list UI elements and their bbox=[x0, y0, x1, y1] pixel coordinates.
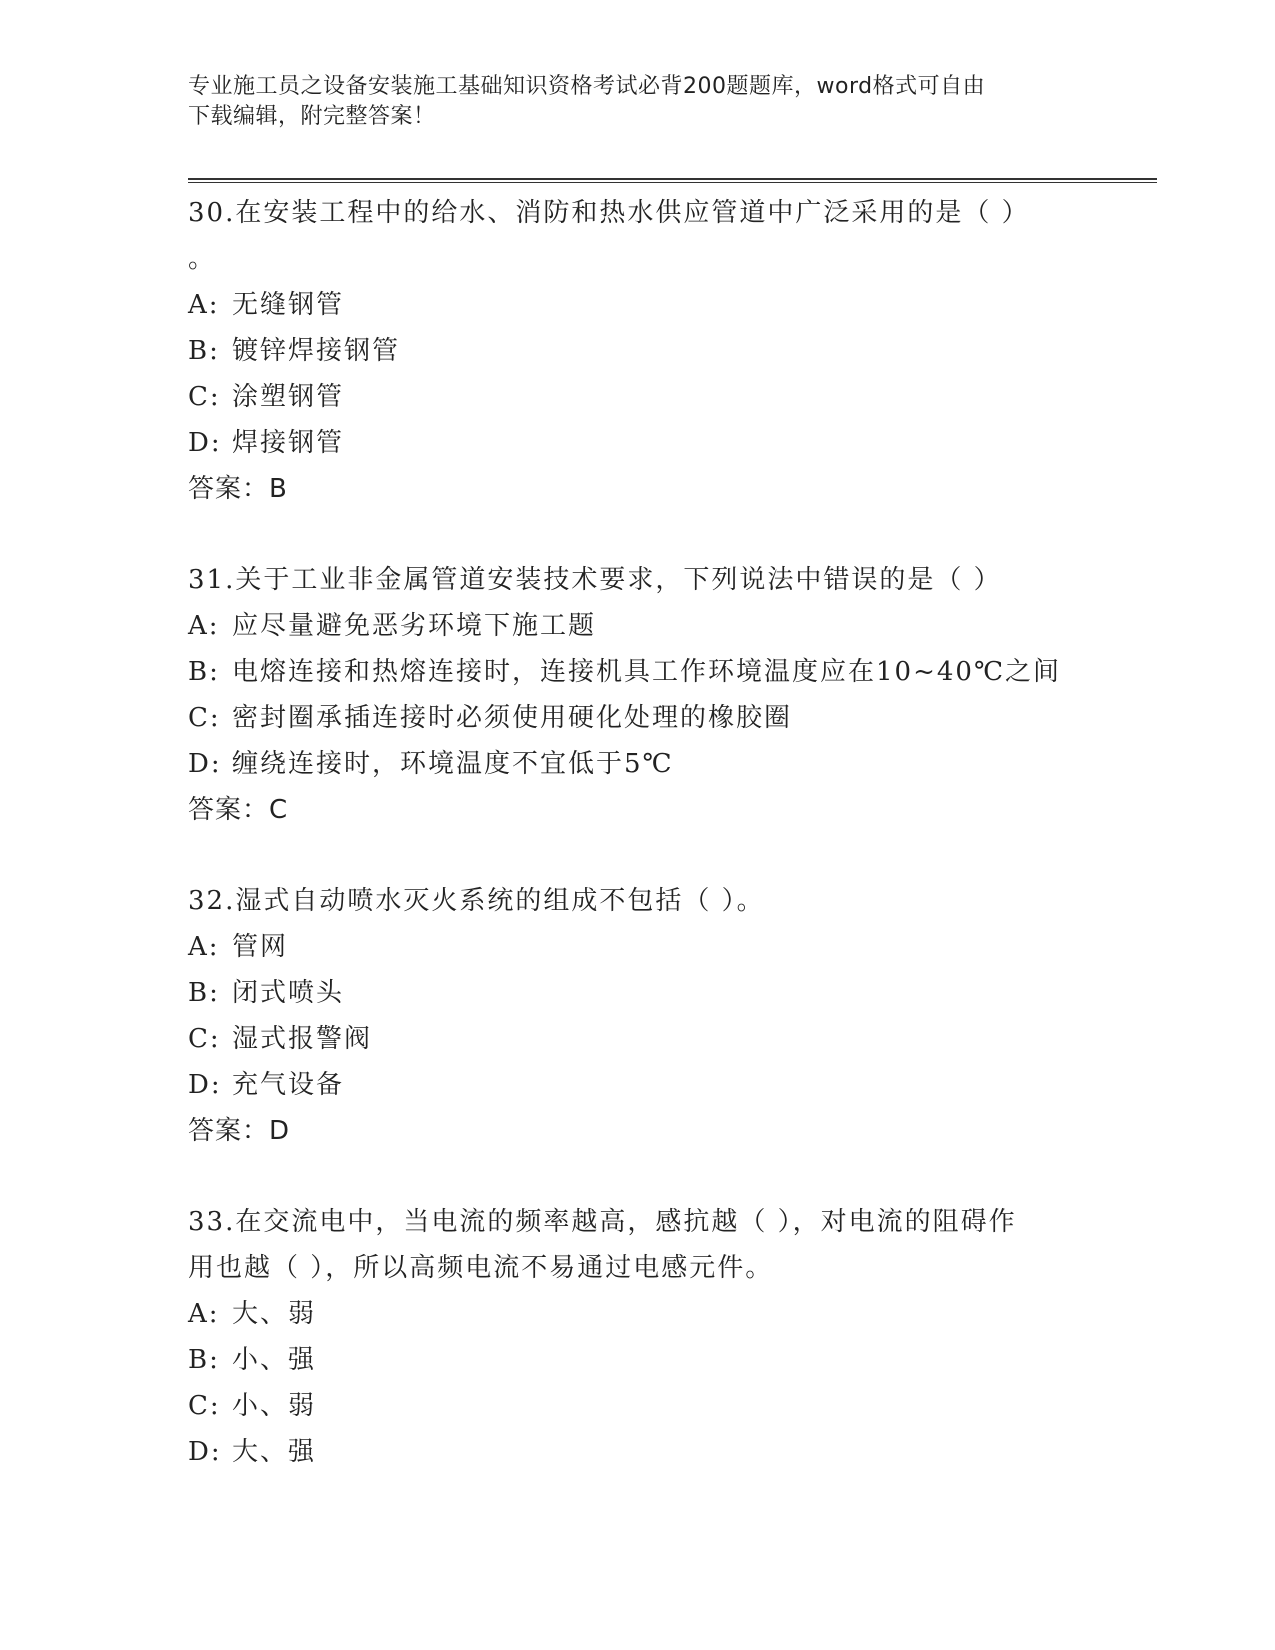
option-a bbox=[188, 603, 1088, 649]
option-letter: A: bbox=[188, 1299, 220, 1329]
answer-label: 答案：D bbox=[188, 1116, 291, 1146]
option-text: 管网 bbox=[232, 932, 289, 962]
option-letter: B: bbox=[188, 978, 220, 1008]
option-c bbox=[188, 1016, 1088, 1062]
option-letter: D: bbox=[188, 1070, 222, 1100]
option-text: 应尽量避免恶劣环境下施工题 bbox=[232, 611, 597, 641]
option-d bbox=[188, 1429, 1088, 1475]
option-d bbox=[188, 741, 1088, 787]
option-letter: C: bbox=[188, 1024, 221, 1054]
question-spacer bbox=[188, 833, 1088, 878]
question-stem: 30.在安装工程中的给水、消防和热水供应管道中广泛采用的是（ ） bbox=[188, 198, 1030, 228]
question-spacer bbox=[188, 512, 1088, 557]
option-text: 密封圈承插连接时必须使用硬化处理的橡胶圈 bbox=[232, 703, 793, 733]
option-letter: D: bbox=[188, 1437, 222, 1467]
answer-label: 答案：B bbox=[188, 474, 288, 504]
option-text: 闭式喷头 bbox=[232, 978, 345, 1008]
option-text: 电熔连接和热熔连接时，连接机具工作环境温度应在10~40℃之间 bbox=[232, 657, 1062, 687]
question-stem-continuation: 用也越（ ），所以高频电流不易通过电感元件。 bbox=[188, 1253, 774, 1283]
header-divider-thin bbox=[188, 182, 1157, 183]
option-text: 镀锌焊接钢管 bbox=[232, 336, 401, 366]
option-a bbox=[188, 282, 1088, 328]
option-d bbox=[188, 420, 1088, 466]
option-c bbox=[188, 1383, 1088, 1429]
question-30 bbox=[188, 190, 1088, 512]
option-letter: C: bbox=[188, 382, 221, 412]
option-text: 小、弱 bbox=[232, 1391, 317, 1421]
option-letter: B: bbox=[188, 1345, 220, 1375]
option-d bbox=[188, 1062, 1088, 1108]
answer-label: 答案：C bbox=[188, 795, 289, 825]
option-letter: A: bbox=[188, 932, 220, 962]
question-stem: 33.在交流电中，当电流的频率越高，感抗越（ ），对电流的阻碍作 bbox=[188, 1207, 1017, 1237]
option-letter: B: bbox=[188, 657, 220, 687]
option-letter: C: bbox=[188, 703, 221, 733]
question-spacer bbox=[188, 1154, 1088, 1199]
header-divider-thick bbox=[188, 178, 1157, 180]
option-text: 大、弱 bbox=[232, 1299, 317, 1329]
question-list bbox=[188, 190, 1088, 1475]
option-c bbox=[188, 374, 1088, 420]
option-c bbox=[188, 695, 1088, 741]
option-text: 充气设备 bbox=[232, 1070, 345, 1100]
option-b bbox=[188, 1337, 1088, 1383]
option-a bbox=[188, 924, 1088, 970]
question-32 bbox=[188, 878, 1088, 1154]
option-text: 无缝钢管 bbox=[232, 290, 345, 320]
question-stem: 31.关于工业非金属管道安装技术要求，下列说法中错误的是（ ） bbox=[188, 565, 1002, 595]
option-text: 小、强 bbox=[232, 1345, 317, 1375]
question-stem: 32.湿式自动喷水灭火系统的组成不包括（ ）。 bbox=[188, 886, 765, 916]
option-letter: D: bbox=[188, 749, 222, 779]
option-a bbox=[188, 1291, 1088, 1337]
option-b bbox=[188, 970, 1088, 1016]
option-b bbox=[188, 328, 1088, 374]
question-31 bbox=[188, 557, 1088, 833]
document-header bbox=[188, 72, 1068, 132]
header-line-1: 专业施工员之设备安装施工基础知识资格考试必背200题题库，word格式可自由 bbox=[188, 74, 986, 99]
option-text: 涂塑钢管 bbox=[232, 382, 345, 412]
question-stem-continuation: 。 bbox=[188, 244, 217, 274]
option-text: 焊接钢管 bbox=[232, 428, 345, 458]
header-line-2: 下载编辑，附完整答案！ bbox=[188, 104, 436, 129]
option-letter: A: bbox=[188, 290, 220, 320]
option-letter: D: bbox=[188, 428, 222, 458]
option-text: 湿式报警阀 bbox=[232, 1024, 373, 1054]
option-text: 缠绕连接时，环境温度不宜低于5℃ bbox=[232, 749, 674, 779]
option-letter: A: bbox=[188, 611, 220, 641]
option-b bbox=[188, 649, 1088, 695]
option-letter: B: bbox=[188, 336, 220, 366]
question-33 bbox=[188, 1199, 1088, 1475]
option-text: 大、强 bbox=[232, 1437, 317, 1467]
option-letter: C: bbox=[188, 1391, 221, 1421]
